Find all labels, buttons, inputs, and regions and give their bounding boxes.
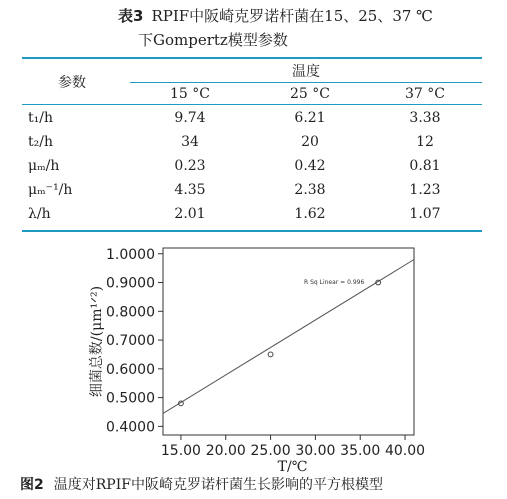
figure-caption-label: 图2 xyxy=(20,477,44,493)
y-tick-label: 0.9000 xyxy=(106,275,155,292)
table-top-rule xyxy=(22,57,482,59)
table-row-label: t₂/h xyxy=(28,134,53,150)
y-tick-label: 0.6000 xyxy=(106,361,155,378)
table-cell: 1.62 xyxy=(294,206,326,222)
table-cell: 1.07 xyxy=(409,206,441,222)
table-cell: 34 xyxy=(181,134,199,150)
table-cell: 0.23 xyxy=(174,158,206,174)
table-header-param: 参数 xyxy=(58,75,86,91)
table-col-header: 37 °C xyxy=(405,86,445,102)
table-header-mid-rule xyxy=(130,82,482,83)
table-bottom-rule xyxy=(22,230,482,232)
table-caption-label: 表3 xyxy=(118,7,144,25)
table-header-rule xyxy=(22,104,482,105)
table-cell: 2.01 xyxy=(174,206,206,222)
table-caption-line1: RPIF中阪崎克罗诺杆菌在15、25、37 ℃ xyxy=(151,7,433,25)
table-cell: 9.74 xyxy=(174,110,206,126)
y-tick-label: 0.7000 xyxy=(106,333,155,350)
y-tick-label: 0.8000 xyxy=(106,304,155,321)
table-cell: 0.42 xyxy=(294,158,326,174)
r-squared-annotation: R Sq Linear = 0.996 xyxy=(304,279,365,286)
x-tick-label: 20.00 xyxy=(205,443,246,459)
x-tick-label: 25.00 xyxy=(250,443,291,459)
y-tick-label: 0.4000 xyxy=(106,419,155,436)
y-tick-label: 1.0000 xyxy=(106,246,155,263)
x-tick-label: 30.00 xyxy=(295,443,336,459)
table-caption xyxy=(118,4,488,52)
figure-caption-text: 温度对RPIF中阪崎克罗诺杆菌生长影响的平方根模型 xyxy=(53,477,383,493)
x-axis-title: T/℃ xyxy=(277,459,308,474)
figure-caption xyxy=(20,474,500,494)
table-row-label: λ/h xyxy=(28,206,51,222)
table-cell: 1.23 xyxy=(409,182,441,198)
table-cell: 3.38 xyxy=(409,110,441,126)
table-cell: 4.35 xyxy=(174,182,206,198)
table-cell: 6.21 xyxy=(294,110,326,126)
plot-frame xyxy=(163,248,414,435)
y-tick-label: 0.5000 xyxy=(106,390,155,407)
table-row-label: t₁/h xyxy=(28,110,53,126)
table-cell: 12 xyxy=(416,134,434,150)
table-cell: 2.38 xyxy=(294,182,326,198)
table-col-header: 25 °C xyxy=(290,86,330,102)
table-caption-line2: 下Gompertz模型参数 xyxy=(138,31,288,49)
table-col-header: 15 °C xyxy=(170,86,210,102)
table-cell: 0.81 xyxy=(409,158,441,174)
table-row-label: μₘ⁻¹/h xyxy=(28,182,73,198)
x-tick-label: 15.00 xyxy=(160,443,201,459)
scatter-chart xyxy=(0,238,507,474)
table-cell: 20 xyxy=(301,134,319,150)
y-axis-title: 细菌总数/(μm¹ᐟ²) xyxy=(89,285,105,398)
table-header-temp: 温度 xyxy=(292,64,320,80)
x-tick-label: 40.00 xyxy=(384,443,426,459)
table-row-label: μₘ/h xyxy=(28,158,60,174)
x-tick-label: 35.00 xyxy=(340,443,381,459)
